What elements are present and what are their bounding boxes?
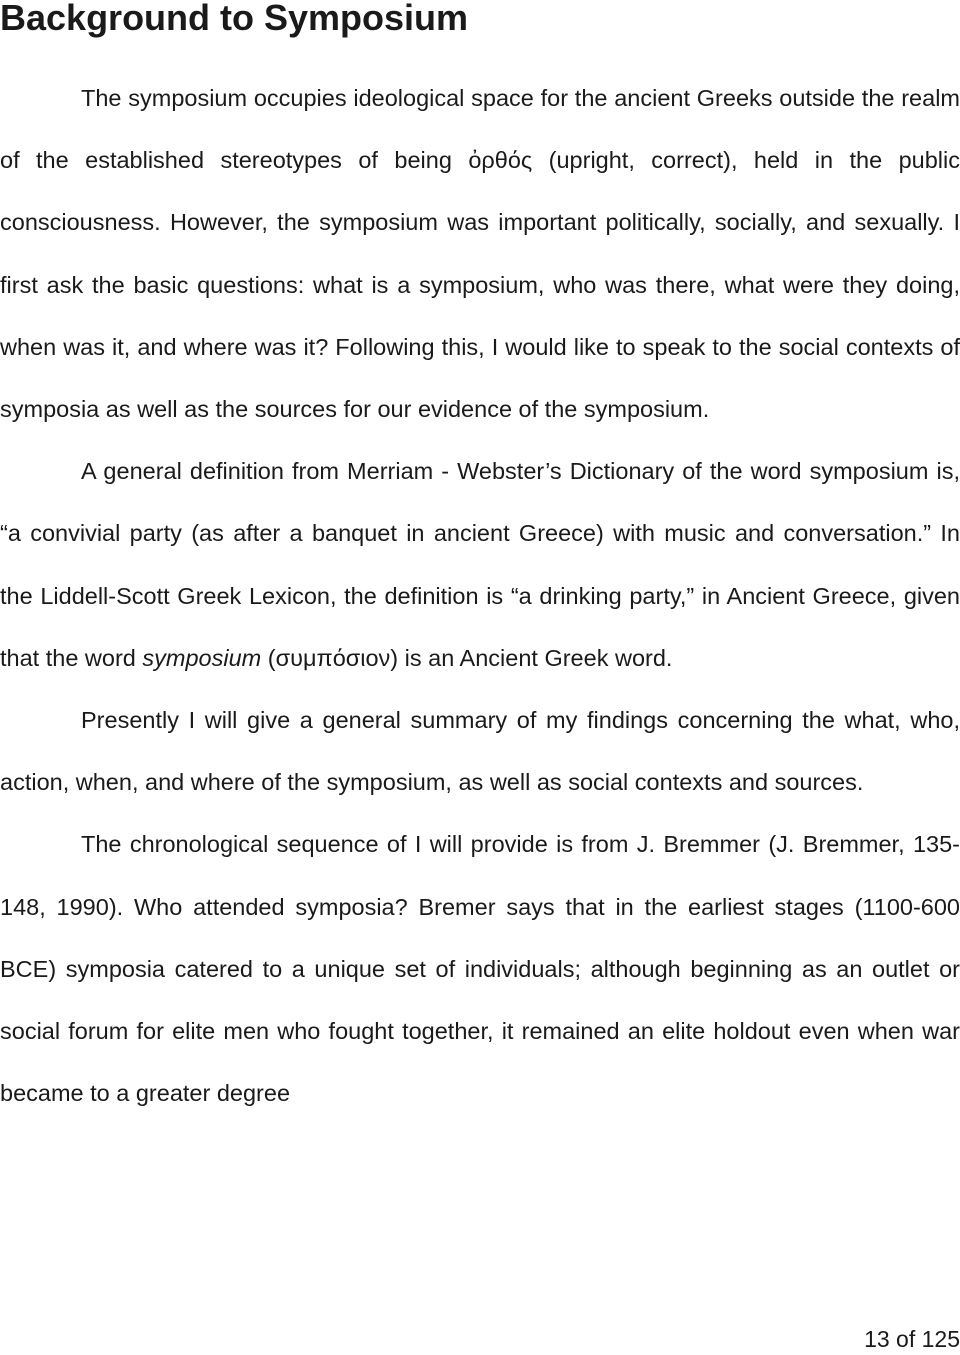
paragraph — [0, 689, 960, 813]
text-run: A general definition from Merriam - Webster’s Dictionary of the word symposium is, “a convivial party (as after a banquet in ancient Greece) with music and conversation.” In the Liddell-Scott Greek Lexicon, the definition is “a drinking party,” in Ancient Greece, given that the word — [0, 458, 960, 671]
paragraph — [0, 440, 960, 689]
italic-term: symposium — [142, 644, 262, 671]
body-text — [0, 67, 960, 1124]
document-title: Background to Symposium — [0, 0, 469, 38]
page-number: 13 of 125 — [864, 1326, 960, 1352]
text-run: The chronological sequence of I will provide is from J. Bremmer (J. Bremmer, 135-148, 1990). Who attended symposia? Bremer says that in the earliest stages (1100-600 BCE) symposia catered to a unique set of individuals; although beginning as an outlet or social forum for elite men who fought together, it remained an elite holdout even when war became to a greater degree — [0, 831, 960, 1107]
text-run: (συμπόσιον) is an Ancient Greek word. — [261, 644, 673, 671]
text-run: Presently I will give a general summary of my findings concerning the what, who, action, when, and where of the symposium, as well as social contexts and sources. — [0, 707, 960, 796]
paragraph — [0, 67, 960, 440]
paragraph — [0, 813, 960, 1124]
text-run: The symposium occupies ideological space for the ancient Greeks outside the realm of the established stereotypes of being ὀρθός (upright, correct), held in the public consciousness. However, the symposium was important politically, socially, and sexually. I first ask the basic questions: what is a symposium, who was there, what were they doing, when was it, and where was it? Following this, I would like to speak to the social contexts of symposia as well as the sources for our evidence of the symposium. — [0, 85, 960, 423]
